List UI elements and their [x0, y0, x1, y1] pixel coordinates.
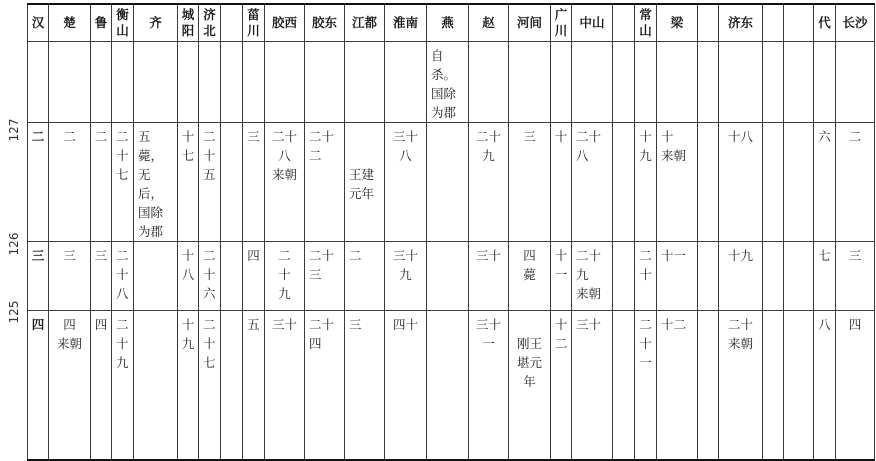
table-cell [509, 42, 551, 123]
fief-year-table [27, 3, 875, 461]
cell-text [427, 242, 468, 246]
cell-text: 二十 九 来朝 [576, 248, 602, 301]
table-row [28, 311, 875, 461]
table-cell [49, 242, 91, 311]
table-row [28, 42, 875, 123]
column-header: 江都 [345, 4, 385, 42]
column-header: 衡 山 [112, 4, 134, 42]
cell-text: 十八 [727, 129, 753, 144]
table-cell [613, 242, 635, 311]
cell-text: 二 十 七 [116, 129, 129, 182]
table-cell [763, 42, 784, 123]
column-header: 常 山 [635, 4, 657, 42]
cell-text: 三 [848, 248, 862, 263]
table-cell [572, 42, 613, 123]
cell-text [112, 42, 133, 46]
cell-text [427, 123, 468, 127]
table-cell [836, 242, 875, 311]
cell-text: 三十 一 [475, 317, 501, 351]
cell-text: 二 [848, 129, 862, 144]
table-cell [551, 311, 572, 461]
table-cell [469, 311, 509, 461]
column-header: 济东 [719, 4, 763, 42]
cell-text [427, 311, 468, 315]
cell-text: 刚王 堪元 年 [516, 336, 542, 389]
table-cell [91, 242, 112, 311]
table-cell [427, 123, 469, 242]
cell-text [178, 42, 198, 46]
cell-text: 二十 来朝 [727, 317, 753, 351]
cell-text [221, 123, 242, 127]
column-header: 胶东 [305, 4, 345, 42]
table-cell [763, 311, 784, 461]
cell-text: 二十 九 [475, 129, 501, 163]
cell-text [572, 42, 612, 46]
column-header: 河间 [509, 4, 551, 42]
cell-text [613, 42, 634, 46]
table-cell [657, 242, 698, 311]
table-cell [613, 123, 635, 242]
table-cell [28, 42, 49, 123]
table-cell [199, 311, 221, 461]
cell-text: 三 [31, 248, 45, 263]
cell-text [221, 311, 242, 315]
cell-text [134, 242, 177, 246]
table-cell [243, 42, 265, 123]
cell-text: 二 [94, 129, 108, 144]
table-cell [345, 311, 385, 461]
table-cell [763, 123, 784, 242]
table-cell [551, 123, 572, 242]
cell-text: 十一 [661, 248, 687, 263]
table-cell [613, 311, 635, 461]
cell-text [221, 42, 242, 46]
table-cell [635, 42, 657, 123]
column-header-blank [763, 4, 784, 42]
table-cell [427, 311, 469, 461]
table-cell [112, 311, 134, 461]
column-header: 梁 [657, 4, 698, 42]
column-header: 楚 [49, 4, 91, 42]
cell-text: 王建 元年 [349, 167, 375, 201]
table-cell [784, 311, 814, 461]
table-cell [199, 42, 221, 123]
table-cell [91, 311, 112, 461]
table-cell [199, 242, 221, 311]
cell-text [698, 311, 718, 315]
table-cell [784, 123, 814, 242]
cell-text: 四 来朝 [56, 317, 82, 351]
table-cell [49, 42, 91, 123]
column-header: 赵 [469, 4, 509, 42]
column-header: 济 北 [199, 4, 221, 42]
cell-text: 四 [848, 317, 862, 332]
table-cell [265, 242, 305, 311]
table-cell [221, 242, 243, 311]
table-cell [112, 123, 134, 242]
table-cell [134, 311, 178, 461]
column-header-blank [784, 4, 814, 42]
cell-text: 二 [349, 248, 362, 263]
cell-text [763, 123, 783, 127]
table-cell [427, 42, 469, 123]
table-cell [657, 123, 698, 242]
table-cell [345, 123, 385, 242]
table-cell [551, 242, 572, 311]
table-cell [836, 311, 875, 461]
cell-text [784, 123, 813, 127]
table-cell [385, 242, 427, 311]
table-cell [784, 242, 814, 311]
table-cell [427, 242, 469, 311]
table-cell [635, 123, 657, 242]
cell-text: 二 十 九 [116, 317, 129, 370]
column-header: 中山 [572, 4, 613, 42]
year-label-125: 125 [7, 300, 21, 324]
table-cell [613, 42, 635, 123]
cell-text [469, 42, 508, 46]
table-cell [221, 42, 243, 123]
table-cell [243, 242, 265, 311]
cell-text: 自杀。 国除 为郡 [431, 48, 457, 120]
cell-text [134, 311, 177, 315]
column-header-blank [613, 4, 635, 42]
table-cell [698, 42, 719, 123]
column-header: 齐 [134, 4, 178, 42]
table-cell [49, 123, 91, 242]
table-cell [784, 42, 814, 123]
cell-text: 二 十 一 [639, 317, 652, 370]
cell-text: 二 十 [639, 248, 652, 282]
column-header-blank [221, 4, 243, 42]
cell-text [763, 242, 783, 246]
cell-text: 三十 [576, 317, 602, 332]
cell-text: 十 九 [639, 129, 652, 163]
table-cell [134, 242, 178, 311]
cell-text: 四 [31, 317, 45, 332]
table-row [28, 242, 875, 311]
cell-text: 二十 八 [576, 129, 602, 163]
column-header: 淮南 [385, 4, 427, 42]
table-cell [719, 242, 763, 311]
cell-text [305, 42, 344, 46]
year-label-127: 127 [7, 118, 21, 142]
cell-text [719, 42, 762, 46]
table-cell [305, 311, 345, 461]
table-cell [178, 123, 199, 242]
cell-text: 二十 八 来朝 [271, 129, 297, 182]
cell-text [509, 42, 550, 46]
cell-text [345, 42, 384, 46]
cell-text [784, 311, 813, 315]
table-cell [178, 42, 199, 123]
cell-text: 十 七 [181, 129, 195, 163]
cell-text: 三 [247, 129, 260, 144]
table-cell [698, 123, 719, 242]
cell-text [134, 42, 177, 46]
table-cell [698, 242, 719, 311]
table-cell [28, 311, 49, 461]
cell-text: 四 [247, 248, 260, 263]
column-header: 汉 [28, 4, 49, 42]
table-cell [28, 242, 49, 311]
table-cell [199, 123, 221, 242]
cell-text [698, 123, 718, 127]
header-row [28, 4, 875, 42]
column-header: 菑 川 [243, 4, 265, 42]
cell-text: 十 一 [554, 248, 568, 282]
table-cell [305, 242, 345, 311]
cell-text: 十 九 [181, 317, 195, 351]
cell-text [635, 42, 656, 46]
table-cell [385, 311, 427, 461]
table-cell [385, 123, 427, 242]
cell-text: 十九 [727, 248, 753, 263]
cell-text: 二 [31, 129, 45, 144]
cell-text [385, 42, 426, 46]
cell-text: 二十 二 [309, 129, 335, 163]
cell-text [763, 311, 783, 315]
table-cell [698, 311, 719, 461]
table-cell [657, 42, 698, 123]
cell-text [28, 42, 48, 46]
cell-text: 七 [818, 248, 831, 263]
table-cell [49, 311, 91, 461]
cell-text [613, 242, 634, 246]
cell-text [763, 42, 783, 46]
cell-text: 三十 [475, 248, 501, 263]
table-cell [221, 311, 243, 461]
table-cell [469, 242, 509, 311]
cell-text: 十 [554, 129, 568, 144]
table-cell [572, 242, 613, 311]
table-cell [763, 242, 784, 311]
cell-text [657, 42, 697, 46]
year-label-126: 126 [7, 232, 21, 256]
cell-text: 八 [818, 317, 831, 332]
table-cell [572, 311, 613, 461]
cell-text [49, 42, 90, 46]
table-cell [28, 123, 49, 242]
cell-text [784, 242, 813, 246]
cell-text: 二 [63, 129, 76, 144]
cell-text [836, 42, 874, 46]
table-cell [345, 242, 385, 311]
cell-text [613, 311, 634, 315]
cell-text: 二 十 九 [278, 248, 291, 301]
cell-text [698, 42, 718, 46]
cell-text: 二 十 五 [203, 129, 216, 182]
cell-text: 十 来朝 [661, 129, 687, 163]
table-cell [719, 42, 763, 123]
cell-text [91, 42, 111, 46]
cell-text [551, 42, 571, 46]
table-cell [719, 123, 763, 242]
table-cell [657, 311, 698, 461]
table-cell [243, 123, 265, 242]
cell-text: 四 [94, 317, 108, 332]
cell-text: 三 [94, 248, 108, 263]
table-cell [178, 242, 199, 311]
table-cell [635, 311, 657, 461]
cell-text [243, 42, 264, 46]
table-cell [91, 42, 112, 123]
cell-text: 五 薨， 无后， 国除 为郡 [138, 129, 164, 239]
cell-text [814, 42, 835, 46]
table-cell [305, 123, 345, 242]
table-cell [265, 311, 305, 461]
column-header: 胶西 [265, 4, 305, 42]
cell-text [698, 242, 718, 246]
column-header-blank [698, 4, 719, 42]
cell-text: 十 二 [554, 317, 568, 351]
table-cell [814, 311, 836, 461]
table-cell [836, 42, 875, 123]
cell-text: 四十 [392, 317, 418, 332]
table-cell [112, 42, 134, 123]
table-cell [221, 123, 243, 242]
table-row [28, 123, 875, 242]
column-header: 广 川 [551, 4, 572, 42]
cell-text: 四 薨 [523, 248, 536, 282]
table-cell [265, 42, 305, 123]
table-cell [469, 42, 509, 123]
cell-text: 二十 三 [309, 248, 335, 282]
cell-text: 二十 四 [309, 317, 335, 351]
table-cell [836, 123, 875, 242]
cell-text: 三十 八 [392, 129, 418, 163]
table-cell [91, 123, 112, 242]
cell-text: 三 [63, 248, 76, 263]
cell-text: 三十 九 [392, 248, 418, 282]
table-cell [572, 123, 613, 242]
cell-text: 二 十 六 [203, 248, 216, 301]
cell-text: 六 [818, 129, 831, 144]
cell-text: 二 十 七 [203, 317, 216, 370]
column-header: 燕 [427, 4, 469, 42]
table-cell [385, 42, 427, 123]
table-cell [719, 311, 763, 461]
table-cell [509, 123, 551, 242]
table-cell [551, 42, 572, 123]
table-cell [509, 242, 551, 311]
table-cell [178, 311, 199, 461]
cell-text: 三十 [271, 317, 297, 332]
column-header: 代 [814, 4, 836, 42]
cell-text [221, 242, 242, 246]
column-header: 长沙 [836, 4, 875, 42]
column-header: 鲁 [91, 4, 112, 42]
table-cell [469, 123, 509, 242]
cell-text: 十 八 [181, 248, 195, 282]
cell-text [265, 42, 304, 46]
column-header: 城 阳 [178, 4, 199, 42]
cell-text: 五 [247, 317, 260, 332]
table-cell [814, 123, 836, 242]
cell-text [199, 42, 220, 46]
table-cell [814, 42, 836, 123]
cell-text: 三 [523, 129, 536, 144]
table-cell [112, 242, 134, 311]
table-cell [243, 311, 265, 461]
cell-text: 十二 [661, 317, 687, 332]
cell-text [613, 123, 634, 127]
table-cell [814, 242, 836, 311]
table-cell [134, 123, 178, 242]
table-cell [509, 311, 551, 461]
cell-text: 二 十 八 [116, 248, 129, 301]
table-cell [635, 242, 657, 311]
cell-text: 三 [349, 317, 362, 332]
table-cell [265, 123, 305, 242]
table-cell [134, 42, 178, 123]
table-cell [345, 42, 385, 123]
table-cell [305, 42, 345, 123]
cell-text [784, 42, 813, 46]
